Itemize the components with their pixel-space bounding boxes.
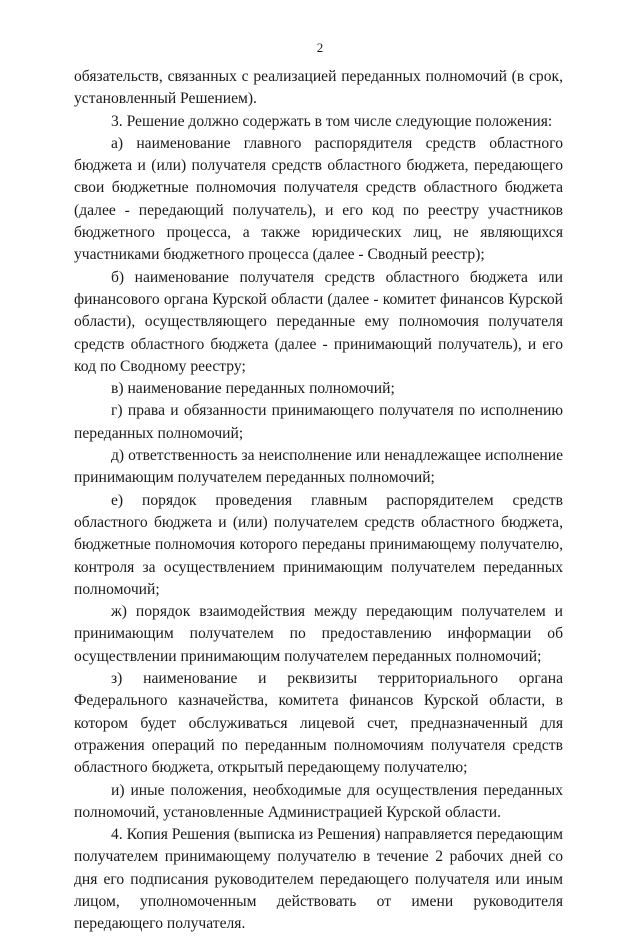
document-body: [74, 66, 563, 936]
paragraph-item-z: з) наименование и реквизиты территориального органа Федерального казначейства, комитета финансов Курской области, в котором будет обслуживаться лицевой счет, предназначенный для отражения операций по переданным полномочиям получателя средств областного бюджета, открытый передающему получателю;: [74, 670, 563, 777]
paragraph-item-a: а) наименование главного распорядителя средств областного бюджета и (или) получателя средств областного бюджета, передающего свои бюджетные полномочия получателя средств областного бюджета (далее - передающий получатель), и его код по реестру участников бюджетного процесса, а также юридических лиц, не являющихся участниками бюджетного процесса (далее - Сводный реестр);: [74, 134, 563, 264]
paragraph-item-i: и) иные положения, необходимые для осуществления переданных полномочий, установленные Администрацией Курской области.: [74, 781, 563, 821]
paragraph-clause-3: 3. Решение должно содержать в том числе следующие положения:: [111, 112, 553, 130]
paragraph-item-zh: ж) порядок взаимодействия между передающим получателем и принимающим получателем по предоставлению информации об осуществлении принимающим получателем переданных полномочий;: [74, 603, 563, 665]
paragraph-item-v: в) наименование переданных полномочий;: [111, 380, 395, 398]
paragraph-clause-4: 4. Копия Решения (выписка из Решения) направляется передающим получателем принимающему получателю в течение 2 рабочих дней со дня его подписания руководителем передающего получателя или иным лицом, уполномоченным действовать от имени руководителя передающего получателя.: [74, 826, 563, 933]
paragraph-item-e: е) порядок проведения главным распорядителем средств областного бюджета и (или) получателем средств областного бюджета, бюджетные полномочия которого переданы принимающему получателю, контроля за осуществлением принимающим получателем переданных полномочий;: [74, 491, 563, 598]
paragraph-item-g: г) права и обязанности принимающего получателя по исполнению переданных полномочий;: [74, 402, 563, 442]
paragraph-item-b: б) наименование получателя средств областного бюджета или финансового органа Курской области (далее - комитет финансов Курской области), осуществляющего переданные ему полномочия получателя средств областного бюджета (далее - принимающий получатель), и его код по Сводному реестру;: [74, 268, 563, 375]
page-number: 2: [316, 40, 324, 55]
paragraph-item-d: д) ответственность за неисполнение или ненадлежащее исполнение принимающим получателем переданных полномочий;: [74, 447, 563, 487]
paragraph-continuation: обязательств, связанных с реализацией переданных полномочий (в срок, установленный Решением).: [74, 68, 563, 108]
